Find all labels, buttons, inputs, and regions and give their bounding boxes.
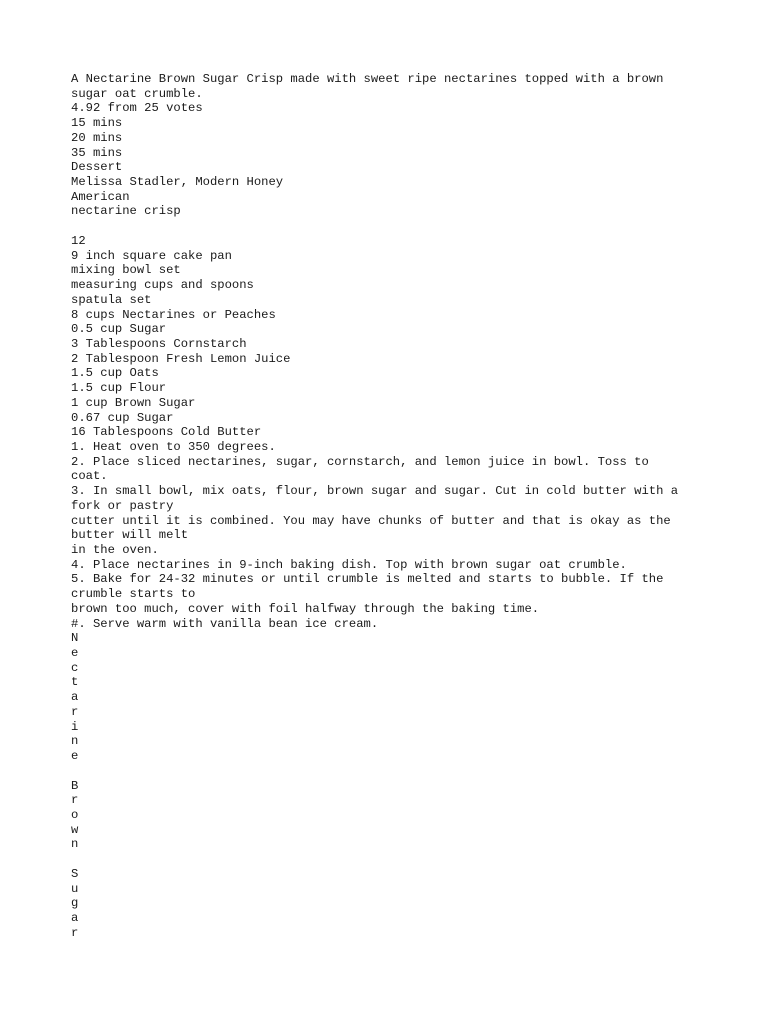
instruction-line: crumble starts to <box>71 587 196 602</box>
recipe-course: Dessert <box>71 160 123 175</box>
title-char: N <box>71 631 79 646</box>
ingredient-item: 1.5 cup Oats <box>71 366 159 381</box>
recipe-rating: 4.92 from 25 votes <box>71 101 203 116</box>
instruction-line: 2. Place sliced nectarines, sugar, cornstarch, and lemon juice in bowl. Toss to <box>71 454 649 469</box>
title-char: S <box>71 866 79 881</box>
title-char: o <box>71 807 79 822</box>
equipment-item: spatula set <box>71 292 152 307</box>
blank-line <box>71 219 711 234</box>
title-char: i <box>71 719 79 734</box>
recipe-description <box>71 72 711 101</box>
title-char: g <box>71 896 79 911</box>
title-char: B <box>71 778 79 793</box>
title-char: w <box>71 822 79 837</box>
instruction-line: #. Serve warm with vanilla bean ice cream. <box>71 616 379 631</box>
ingredient-item: 8 cups Nectarines or Peaches <box>71 307 276 322</box>
instruction-line: 4. Place nectarines in 9-inch baking dish. Top with brown sugar oat crumble. <box>71 557 627 572</box>
description-line: sugar oat crumble. <box>71 86 203 101</box>
cook-time: 20 mins <box>71 130 123 145</box>
prep-time: 15 mins <box>71 116 123 131</box>
total-time: 35 mins <box>71 145 123 160</box>
instruction-list <box>71 440 711 631</box>
vertical-recipe-title <box>71 631 711 940</box>
recipe-keyword: nectarine crisp <box>71 204 181 219</box>
instruction-line: coat. <box>71 469 108 484</box>
equipment-item: mixing bowl set <box>71 263 181 278</box>
ingredient-item: 0.5 cup Sugar <box>71 322 167 337</box>
title-char <box>71 764 711 779</box>
title-char: e <box>71 646 79 661</box>
instruction-line: cutter until it is combined. You may have chunks of butter and that is okay as the <box>71 513 671 528</box>
title-char: a <box>71 910 79 925</box>
ingredient-list <box>71 308 711 440</box>
instruction-line: 5. Bake for 24-32 minutes or until crumble is melted and starts to bubble. If the <box>71 572 664 587</box>
title-char: n <box>71 837 79 852</box>
recipe-document <box>71 72 711 940</box>
title-char: r <box>71 925 79 940</box>
recipe-cuisine: American <box>71 189 130 204</box>
equipment-list <box>71 249 711 308</box>
equipment-item: 9 inch square cake pan <box>71 248 232 263</box>
recipe-author: Melissa Stadler, Modern Honey <box>71 175 284 190</box>
title-char: r <box>71 704 79 719</box>
instruction-line: brown too much, cover with foil halfway through the baking time. <box>71 601 540 616</box>
ingredient-item: 16 Tablespoons Cold Butter <box>71 425 262 440</box>
ingredient-item: 2 Tablespoon Fresh Lemon Juice <box>71 351 291 366</box>
title-char: u <box>71 881 79 896</box>
ingredient-item: 3 Tablespoons Cornstarch <box>71 336 247 351</box>
instruction-line: fork or pastry <box>71 498 174 513</box>
ingredient-item: 1.5 cup Flour <box>71 381 167 396</box>
recipe-servings: 12 <box>71 233 86 248</box>
description-line: A Nectarine Brown Sugar Crisp made with sweet ripe nectarines topped with a brown <box>71 72 664 86</box>
instruction-line: butter will melt <box>71 528 189 543</box>
title-char <box>71 852 711 867</box>
instruction-line: in the oven. <box>71 543 159 557</box>
title-char: a <box>71 690 79 705</box>
title-char: r <box>71 793 79 808</box>
title-char: t <box>71 675 79 690</box>
ingredient-item: 1 cup Brown Sugar <box>71 395 196 410</box>
title-char: e <box>71 749 79 764</box>
equipment-item: measuring cups and spoons <box>71 278 254 293</box>
ingredient-item: 0.67 cup Sugar <box>71 410 174 425</box>
title-char: n <box>71 734 79 749</box>
title-char: c <box>71 660 79 675</box>
instruction-line: 1. Heat oven to 350 degrees. <box>71 439 276 454</box>
instruction-line: 3. In small bowl, mix oats, flour, brown sugar and sugar. Cut in cold butter with a <box>71 484 679 499</box>
